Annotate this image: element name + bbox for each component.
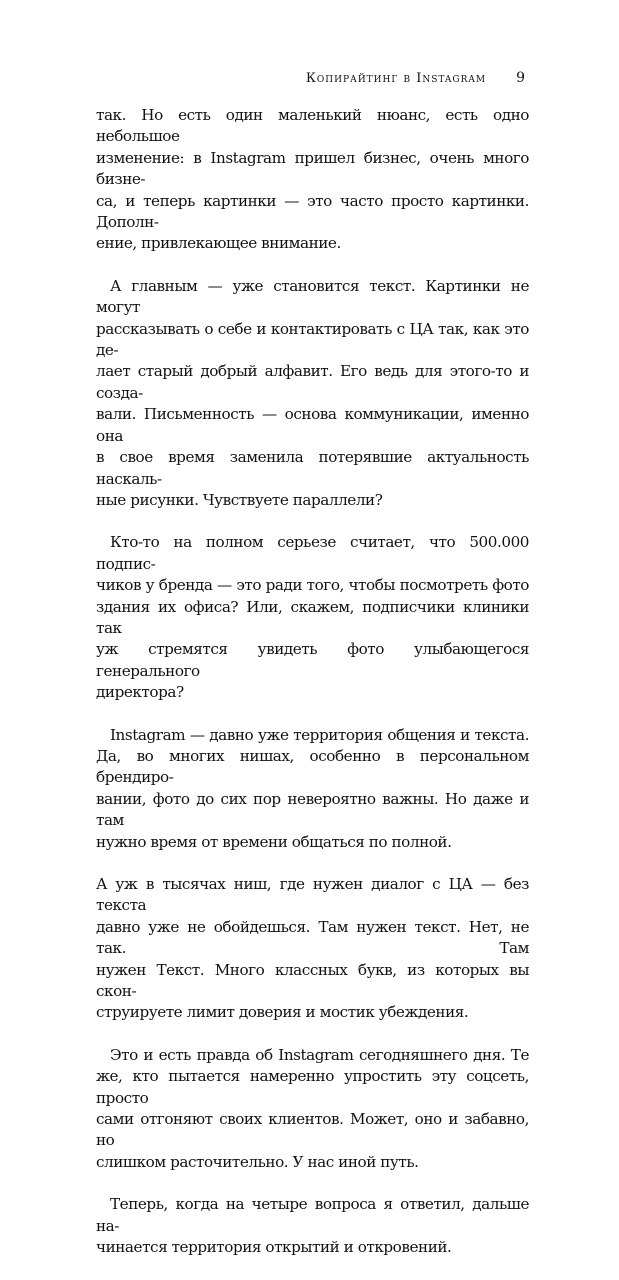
text-line: чинается территория открытий и откровений.: [96, 1238, 452, 1257]
text-line: нужно время от времени общаться по полной.: [96, 832, 452, 851]
text-line: изменение: в Instagram пришел бизнес, очень много бизне-: [96, 148, 529, 189]
text-line: так. Но есть один маленький нюанс, есть одно небольшое: [96, 106, 529, 146]
paragraph: [96, 105, 529, 255]
text-line: чиков у бренда — это ради того, чтобы посмотреть фото: [96, 576, 529, 595]
text-line: струируете лимит доверия и мостик убеждения.: [96, 1003, 469, 1022]
text-line: А главным — уже становится текст. Картинки не могут: [96, 276, 529, 317]
body-text: [96, 105, 529, 1280]
text-line: Instagram — давно уже территория общения и текста.: [110, 725, 529, 744]
paragraph: [96, 725, 529, 853]
paragraph: [96, 874, 529, 1024]
text-line: же, кто пытается намеренно упростить эту соцсеть, просто: [96, 1067, 529, 1107]
text-line: Кто-то на полном серьезе считает, что 500.000 подпис-: [96, 533, 529, 573]
text-line: слишком расточительно. У нас иной путь.: [96, 1152, 419, 1171]
text-line: вании, фото до сих пор невероятно важны. Но даже и там: [96, 789, 529, 830]
running-head: [306, 70, 526, 86]
text-line: здания их офиса? Или, скажем, подписчики клиники так: [96, 597, 529, 637]
paragraph: [96, 1045, 529, 1173]
text-line: Это и есть правда об Instagram сегодняшнего дня. Те: [110, 1045, 529, 1064]
running-title: Копирайтинг в Instagram: [305, 71, 487, 86]
text-line: А уж в тысячах ниш, где нужен диалог с ЦА — без текста: [96, 875, 529, 915]
text-line: лает старый добрый алфавит. Его ведь для этого-то и созда-: [96, 362, 529, 402]
text-line: ение, привлекающее внимание.: [96, 234, 341, 253]
text-line: вали. Письменность — основа коммуникации, именно она: [96, 405, 529, 445]
text-line: ные рисунки. Чувствуете параллели?: [96, 490, 383, 509]
text-line: директора?: [96, 683, 184, 702]
text-line: Да, во многих нишах, особенно в персональном брендиро-: [96, 746, 529, 787]
text-line: уж стремятся увидеть фото улыбающегося генерального: [96, 640, 529, 680]
text-line: са, и теперь картинки — это часто просто картинки. Дополн-: [96, 191, 529, 232]
text-line: нужен Текст. Много классных букв, из которых вы скон-: [96, 960, 529, 1001]
paragraph: [96, 1194, 529, 1258]
page-number: 9: [516, 70, 526, 86]
text-line: давно уже не обойдешься. Там нужен текст. Нет, не так. Там: [96, 917, 529, 958]
text-line: рассказывать о себе и контактировать с ЦА так, как это де-: [96, 319, 529, 360]
text-line: сами отгоняют своих клиентов. Может, оно и забавно, но: [96, 1110, 529, 1150]
text-line: Теперь, когда на четыре вопроса я ответил, дальше на-: [96, 1195, 529, 1235]
text-line: в свое время заменила потерявшие актуальность наскаль-: [96, 448, 529, 488]
paragraph: [96, 532, 529, 703]
paragraph: [96, 276, 529, 511]
